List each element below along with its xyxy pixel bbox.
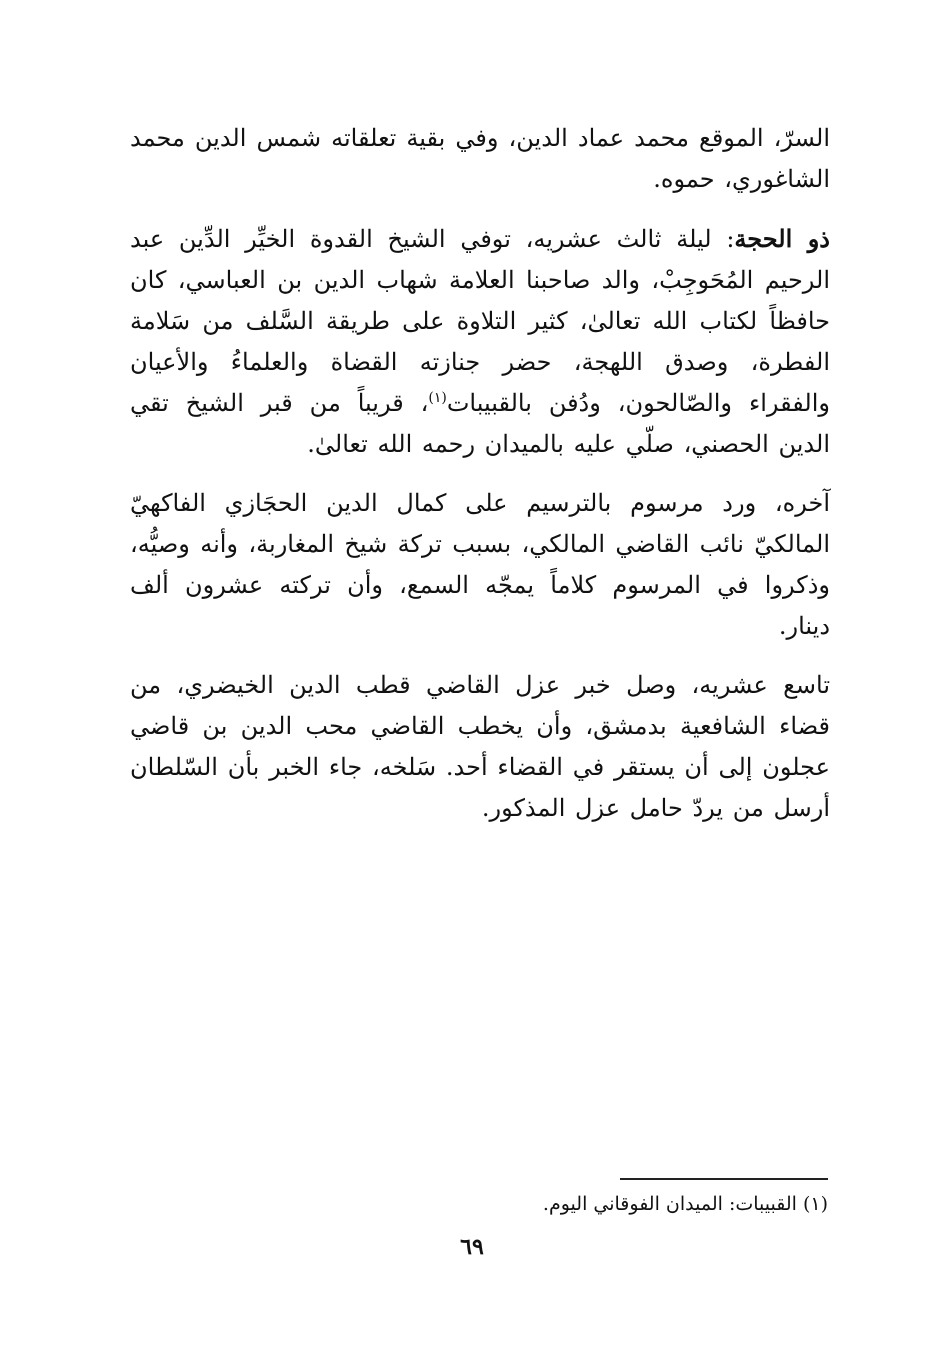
paragraph-3-text: آخره، ورد مرسوم بالترسيم على كمال الدين الحجَازي الفاكهيّ المالكيّ نائب القاضي المالكي، بسبب تركة شيخ المغاربة، وأنه وصيُّه، وذكروا في المرسوم كلاماً يمجّه السمع، وأن تركته عشرون ألف دينار. — [130, 489, 830, 640]
footnote: (١) القبيبات: الميدان الفوقاني اليوم. — [542, 1193, 828, 1215]
paragraph-2-text-after-note: ، قريباً من قبر الشيخ تقي الدين الحصني، صلّي عليه بالميدان رحمه الله تعالىٰ. — [130, 389, 830, 458]
paragraph-3 — [130, 483, 830, 647]
footnote-reference: (١) — [428, 390, 447, 406]
main-text-block — [130, 118, 830, 829]
paragraph-2 — [130, 218, 830, 465]
paragraph-4-text: تاسع عشريه، وصل خبر عزل القاضي قطب الدين الخيضري، من قضاء الشافعية بدمشق، وأن يخطب القاضي محب الدين بن قاضي عجلون إلى أن يستقر في القضاء أحد. سَلخه، جاء الخبر بأن السّلطان أرسل من يردّ حامل عزل المذكور. — [130, 671, 830, 822]
paragraph-2-text-before-note: : ليلة ثالث عشريه، توفي الشيخ القدوة الخيِّر الدِّين عبد الرحيم المُحَوجِبْ، والد صاحبنا العلامة شهاب الدين بن العباسي، كان حافظاً لكتاب الله تعالىٰ، كثير التلاوة على طريقة السَّلف من سَلامة الفطرة، وصدق اللهجة، حضر جنازته القضاة والعلماءُ والأعيان والفقراء والصّالحون، ودُفن بالقبيبات — [130, 225, 830, 417]
paragraph-1-text: السرّ، الموقع محمد عماد الدين، وفي بقية تعلقاته شمس الدين محمد الشاغوري، حموه. — [130, 124, 830, 193]
paragraph-4 — [130, 665, 830, 829]
paragraph-1 — [130, 118, 830, 200]
page-number: ٦٩ — [460, 1234, 484, 1260]
paragraph-2-heading: ذو الحجة — [734, 224, 830, 253]
footnote-separator — [620, 1178, 828, 1180]
